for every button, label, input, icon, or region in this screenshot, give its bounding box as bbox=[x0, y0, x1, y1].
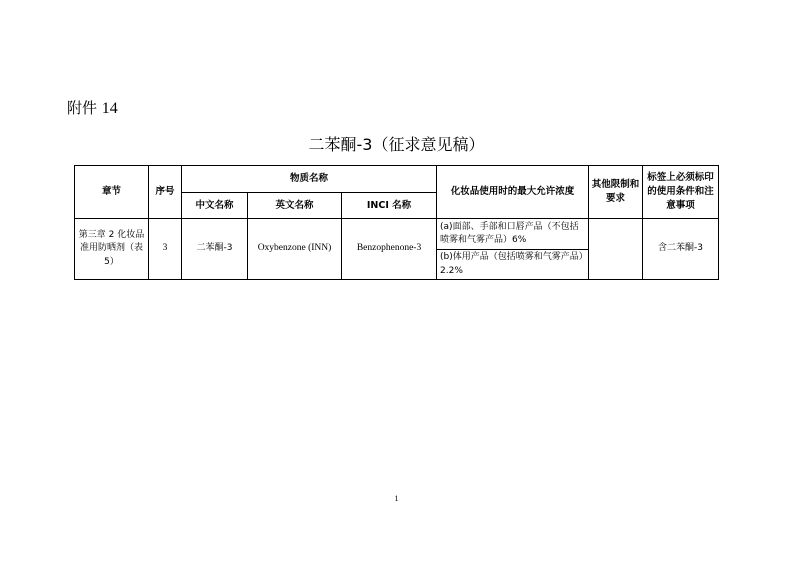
cell-english-name: Oxybenzone (INN) bbox=[248, 219, 342, 280]
attachment-label-text: 附件 bbox=[67, 99, 98, 117]
header-other-limits: 其他限制和要求 bbox=[589, 166, 643, 219]
cell-seq: 3 bbox=[149, 219, 182, 280]
page-number: 1 bbox=[394, 494, 399, 503]
header-row-1 bbox=[75, 166, 719, 193]
cell-concentration-a: (a)面部、手部和口唇产品（不包括喷雾和气雾产品）6% bbox=[437, 219, 589, 250]
cell-chinese-name: 二苯酮-3 bbox=[182, 219, 248, 280]
header-max-concentration: 化妆品使用时的最大允许浓度 bbox=[437, 166, 589, 219]
document-title: 二苯酮-3（征求意见稿） bbox=[308, 135, 485, 154]
header-chapter: 章节 bbox=[75, 166, 149, 219]
header-substance-name: 物质名称 bbox=[182, 166, 437, 193]
ingredient-table bbox=[74, 165, 719, 280]
cell-inci-name: Benzophenone-3 bbox=[342, 219, 437, 280]
cell-chapter: 第三章 2 化妆品准用防晒剂（表 5） bbox=[75, 219, 149, 280]
attachment-number: 14 bbox=[101, 100, 118, 117]
header-inci-name: INCI 名称 bbox=[342, 193, 437, 219]
header-label-conditions: 标签上必须标印的使用条件和注意事项 bbox=[643, 166, 719, 219]
cell-other-limits bbox=[589, 219, 643, 280]
cell-label-conditions: 含二苯酮-3 bbox=[643, 219, 719, 280]
header-seq: 序号 bbox=[149, 166, 182, 219]
header-english-name: 英文名称 bbox=[248, 193, 342, 219]
table-row bbox=[75, 219, 719, 250]
header-chinese-name: 中文名称 bbox=[182, 193, 248, 219]
attachment-label bbox=[67, 97, 118, 118]
cell-concentration-b: (b)体用产品（包括喷雾和气雾产品）2.2% bbox=[437, 250, 589, 280]
